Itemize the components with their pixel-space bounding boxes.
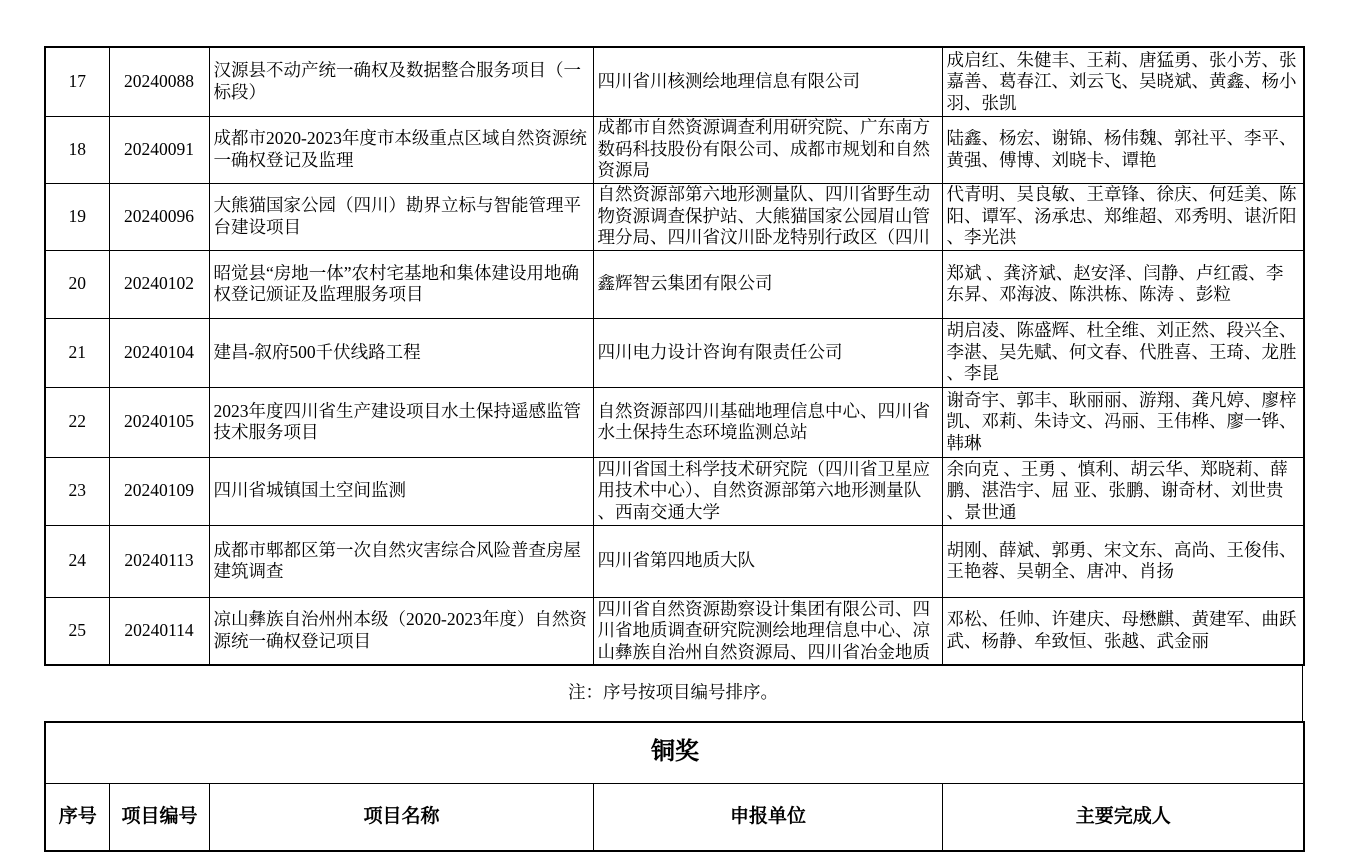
project-name-cell — [209, 250, 593, 318]
main-contributors: 陆鑫、杨宏、谢锦、杨伟魏、郭社平、李平、黄强、傅博、刘晓卡、谭艳 — [946, 128, 1297, 170]
project-code: 20240104 — [124, 341, 194, 362]
applicant-cell — [593, 597, 942, 665]
serial-number: 23 — [68, 480, 86, 501]
applicant-unit: 鑫辉智云集团有限公司 — [597, 273, 773, 294]
serial-number: 25 — [68, 620, 86, 640]
serial-number: 17 — [68, 71, 86, 91]
header-contributors: 主要完成人 — [942, 783, 1304, 851]
project-name: 建昌-叙府500千伏线路工程 — [213, 341, 421, 362]
footnote-text: 注：序号按项目编号排序。 — [568, 682, 778, 703]
serial-cell — [45, 318, 109, 387]
header-serial: 序号 — [45, 783, 109, 851]
applicant-unit: 自然资源部四川基础地理信息中心、四川省水土保持生态环境监测总站 — [597, 400, 930, 442]
main-contributors: 谢奇宇、郭丰、耿丽丽、游翔、龚凡婷、廖梓凯、邓莉、朱诗文、冯丽、王伟桦、廖一铧、韩琳 — [946, 389, 1297, 453]
contributors-cell — [942, 457, 1304, 525]
table-row — [45, 318, 1304, 387]
applicant-unit: 四川电力设计咨询有限责任公司 — [597, 341, 843, 362]
main-contributors: 胡启凌、陈盛辉、杜全维、刘正然、段兴全、李湛、吴先赋、何文春、代胜喜、王琦、龙胜、李昆 — [946, 320, 1297, 384]
main-contributors: 邓松、任帅、许建庆、母懋麒、黄建军、曲跃武、杨静、牟致恒、张越、武金丽 — [946, 609, 1297, 651]
applicant-unit: 四川省川核测绘地理信息有限公司 — [597, 71, 860, 91]
project-name: 大熊猫国家公园（四川）勘界立标与智能管理平台建设项目 — [213, 195, 581, 237]
table-row — [45, 387, 1304, 457]
contributors-cell — [942, 116, 1304, 183]
project-code: 20240113 — [124, 550, 194, 571]
section-title: 铜奖 — [45, 722, 1304, 783]
project-name: 成都市郫都区第一次自然灾害综合风险普查房屋建筑调查 — [213, 539, 581, 581]
serial-number: 18 — [68, 138, 86, 159]
applicant-cell — [593, 250, 942, 318]
project-code: 20240109 — [124, 480, 194, 501]
serial-cell — [45, 183, 109, 250]
applicant-cell — [593, 525, 942, 597]
applicant-unit: 四川省国土科学技术研究院（四川省卫星应用技术中心）、自然资源部第六地形测量队、西南交通大学 — [597, 458, 930, 522]
project-code: 20240102 — [124, 273, 194, 294]
serial-cell — [45, 47, 109, 116]
project-code: 20240088 — [124, 71, 194, 91]
contributors-cell — [942, 525, 1304, 597]
project-name-cell — [209, 597, 593, 665]
project-code: 20240096 — [124, 205, 194, 226]
project-code-cell — [109, 525, 209, 597]
table-row — [45, 250, 1304, 318]
serial-number: 24 — [68, 550, 86, 571]
applicant-unit: 自然资源部第六地形测量队、四川省野生动物资源调查保护站、大熊猫国家公园眉山管理分局、四川省汶川卧龙特别行政区（四川 — [597, 184, 930, 248]
applicant-cell — [593, 387, 942, 457]
project-name-cell — [209, 47, 593, 116]
applicant-cell — [593, 183, 942, 250]
header-row — [45, 783, 1304, 851]
project-code: 20240105 — [124, 411, 194, 432]
table-row — [45, 183, 1304, 250]
award-list-table — [44, 46, 1305, 666]
main-contributors: 郑斌 、龚济斌、赵安泽、闫静、卢红霞、李东昇、邓海波、陈洪栋、陈涛 、彭粒 — [946, 262, 1284, 304]
project-code-cell — [109, 387, 209, 457]
serial-cell — [45, 525, 109, 597]
header-project-name: 项目名称 — [209, 783, 593, 851]
serial-number: 22 — [68, 411, 86, 432]
project-name: 凉山彝族自治州州本级（2020-2023年度）自然资源统一确权登记项目 — [213, 609, 587, 651]
header-project-code: 项目编号 — [109, 783, 209, 851]
footnote — [44, 665, 1303, 721]
contributors-cell — [942, 47, 1304, 116]
project-code-cell — [109, 318, 209, 387]
serial-cell — [45, 457, 109, 525]
main-contributors: 胡刚、薛斌、郭勇、宋文东、高尚、王俊伟、王艳蓉、吴朝全、唐冲、肖扬 — [946, 539, 1297, 581]
project-name: 2023年度四川省生产建设项目水土保持遥感监管技术服务项目 — [213, 400, 581, 442]
applicant-cell — [593, 318, 942, 387]
project-code: 20240091 — [124, 138, 194, 159]
project-name-cell — [209, 183, 593, 250]
project-code: 20240114 — [124, 620, 194, 640]
main-contributors: 成启红、朱健丰、王莉、唐猛勇、张小芳、张嘉善、葛春江、刘云飞、吴晓斌、黄鑫、杨小羽、张凯 — [946, 49, 1297, 113]
project-code-cell — [109, 47, 209, 116]
applicant-unit: 四川省第四地质大队 — [597, 550, 755, 571]
serial-cell — [45, 250, 109, 318]
table-row — [45, 525, 1304, 597]
contributors-cell — [942, 183, 1304, 250]
applicant-cell — [593, 457, 942, 525]
contributors-cell — [942, 387, 1304, 457]
serial-number: 19 — [68, 205, 86, 226]
project-code-cell — [109, 116, 209, 183]
project-name: 昭觉县“房地一体”农村宅基地和集体建设用地确权登记颁证及监理服务项目 — [213, 262, 580, 304]
serial-cell — [45, 597, 109, 665]
table-row — [45, 597, 1304, 665]
serial-number: 20 — [68, 273, 86, 294]
bronze-award-table — [44, 721, 1305, 852]
project-name-cell — [209, 387, 593, 457]
applicant-cell — [593, 47, 942, 116]
project-name-cell — [209, 525, 593, 597]
project-name: 汉源县不动产统一确权及数据整合服务项目（一标段） — [213, 60, 581, 102]
project-name-cell — [209, 318, 593, 387]
project-code-cell — [109, 457, 209, 525]
header-applicant: 申报单位 — [593, 783, 942, 851]
applicant-cell — [593, 116, 942, 183]
project-code-cell — [109, 597, 209, 665]
main-contributors: 代青明、吴良敏、王章锋、徐庆、何廷美、陈阳、谭军、汤承忠、郑维超、邓秀明、谌沂阳、李光洪 — [946, 184, 1297, 248]
serial-cell — [45, 387, 109, 457]
applicant-unit: 四川省自然资源勘察设计集团有限公司、四川省地质调查研究院测绘地理信息中心、凉山彝族自治州自然资源局、四川省冶金地质 — [597, 598, 930, 662]
section-title-row — [45, 722, 1304, 783]
table-row — [45, 457, 1304, 525]
main-contributors: 余向克 、王勇 、慎利、胡云华、郑晓莉、薛鹏、湛浩宇、屈 亚、张鹏、谢奇材、刘世贵、景世通 — [946, 458, 1288, 522]
project-name-cell — [209, 116, 593, 183]
serial-number: 21 — [68, 341, 86, 362]
table-row — [45, 116, 1304, 183]
project-code-cell — [109, 183, 209, 250]
contributors-cell — [942, 597, 1304, 665]
project-code-cell — [109, 250, 209, 318]
project-name: 成都市2020-2023年度市本级重点区域自然资源统一确权登记及监理 — [213, 128, 587, 170]
applicant-unit: 成都市自然资源调查利用研究院、广东南方数码科技股份有限公司、成都市规划和自然资源局 — [597, 117, 930, 181]
serial-cell — [45, 116, 109, 183]
contributors-cell — [942, 250, 1304, 318]
project-name: 四川省城镇国土空间监测 — [213, 480, 406, 501]
contributors-cell — [942, 318, 1304, 387]
table-row — [45, 47, 1304, 116]
project-name-cell — [209, 457, 593, 525]
